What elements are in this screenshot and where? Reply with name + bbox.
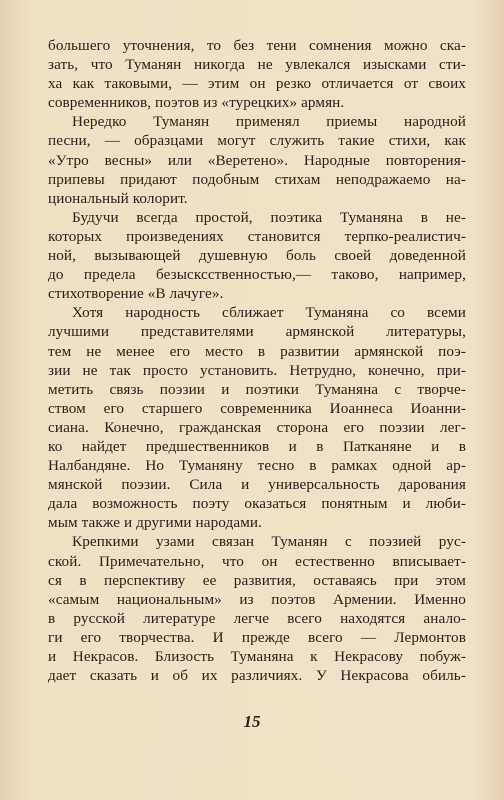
text-line: Будучи всегда простой, поэтика Туманяна в не-: [72, 208, 466, 226]
text-line: сиана. Конечно, гражданская сторона его поэзии лег-: [48, 418, 466, 436]
text-line: ги его творчества. И прежде всего — Лермонтов: [48, 628, 466, 646]
text-line: ко найдет предшественников и в Патканяне и в: [48, 437, 466, 455]
text-line: дает сказать и об их различиях. У Некрасова обиль-: [48, 667, 466, 685]
text-line: «самым национальным» из поэтов Армении. Именно: [48, 590, 466, 608]
text-line: метить связь поэзии и поэтики Туманяна с творче-: [48, 380, 466, 398]
text-line: в русской литературе легче всего находятся анало-: [48, 609, 466, 627]
text-line: ской. Примечательно, что он естественно вписывает-: [48, 552, 466, 570]
text-line: Нередко Туманян применял приемы народной: [72, 113, 466, 131]
text-line: дала возможность поэту оказаться понятным и люби-: [48, 495, 466, 513]
text-line: ха как таковыми, — этим он резко отличается от своих: [48, 75, 466, 93]
text-line: ством его старшего современника Иоаннеса Иоанни-: [48, 399, 466, 417]
text-line: припевы придают подобным стихам неподражаемо на-: [48, 170, 466, 188]
text-line: зии не так просто установить. Нетрудно, конечно, при-: [48, 361, 466, 379]
text-line: большего уточнения, то без тени сомнения можно ска-: [48, 37, 466, 54]
text-line: которых произведениях становится терпко-реалистич-: [48, 227, 466, 245]
text-line: лучшими представителями армянской литературы,: [48, 323, 466, 341]
body-text: [48, 36, 466, 685]
text-line: циональный колорит.: [48, 189, 188, 207]
text-line: мым также и другими народами.: [48, 514, 263, 532]
text-line: современников, поэтов из «турецких» армян.: [48, 94, 345, 112]
text-line: ся в перспективу ее развития, оставаясь при этом: [48, 571, 466, 589]
text-line: ной, вызывающей душевную боль своей доведенной: [48, 247, 466, 265]
page-number: 15: [243, 712, 261, 731]
text-line: песни, — образцами могут служить такие стихи, как: [48, 132, 466, 150]
text-line: «Утро весны» или «Веретено». Народные повторения-: [48, 151, 466, 169]
text-line: мянской поэзии. Сила и универсальность дарования: [48, 476, 466, 494]
text-line: стихотворение «В лачуге».: [48, 285, 224, 303]
text-line: до предела безысксственностью,— таково, например,: [48, 266, 466, 284]
text-line: тем не менее его место в развитии армянской поэ-: [48, 342, 466, 360]
text-line: Крепкими узами связан Туманян с поэзией рус-: [72, 533, 466, 551]
text-line: Хотя народность сближает Туманяна со всеми: [72, 304, 466, 322]
text-line: и Некрасов. Близость Туманяна к Некрасову побуж-: [48, 648, 466, 665]
text-line: Налбандяне. Но Туманяну тесно в рамках одной ар-: [48, 457, 466, 475]
text-line: зать, что Туманян никогда не увлекался изысками сти-: [48, 56, 466, 74]
